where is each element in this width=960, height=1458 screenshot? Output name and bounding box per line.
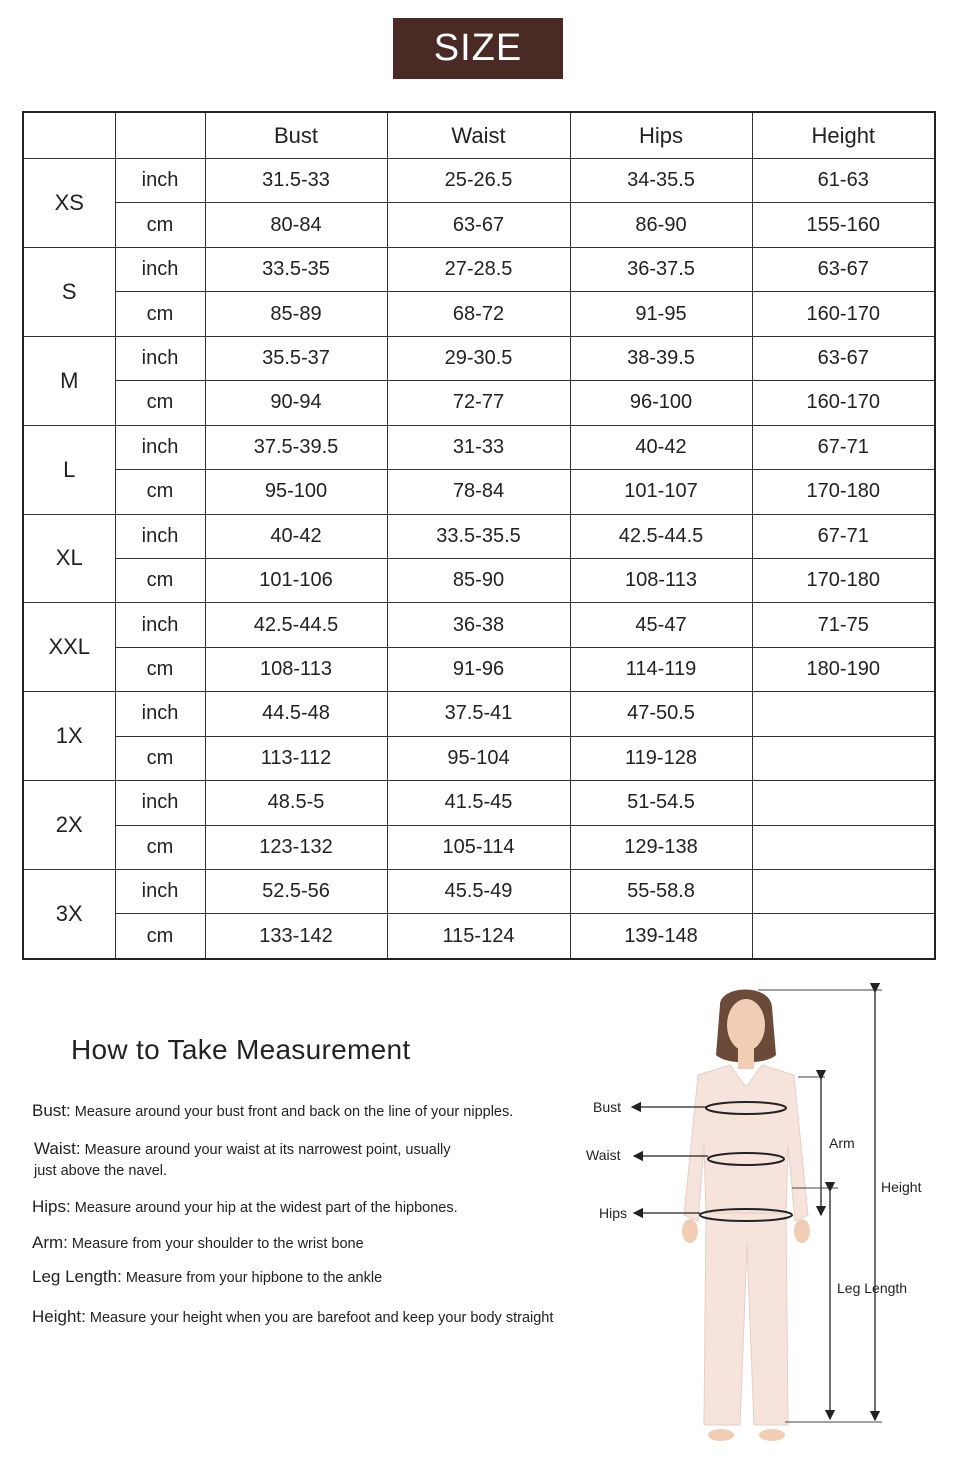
height-value-cell	[752, 736, 935, 780]
waist-text-2: just above the navel.	[34, 1163, 168, 1179]
table-row	[23, 825, 935, 869]
height-value-cell: 63-67	[752, 247, 935, 291]
waist-text: Measure around your waist at its narrowest point, usually	[84, 1142, 451, 1158]
table-row	[23, 425, 935, 469]
hips-value-cell: 129-138	[570, 825, 752, 869]
height-value-cell: 67-71	[752, 514, 935, 558]
table-row	[23, 381, 935, 425]
size-title: SIZE	[433, 27, 523, 69]
figure-label-height: Height	[881, 1179, 922, 1195]
height-text: Measure your height when you are barefoot and keep your body straight	[89, 1310, 554, 1326]
waist-value-cell: 78-84	[387, 470, 570, 514]
arm-text: Measure from your shoulder to the wrist bone	[71, 1236, 364, 1252]
table-row	[23, 781, 935, 825]
height-value-cell: 155-160	[752, 203, 935, 247]
waist-value-cell: 37.5-41	[387, 692, 570, 736]
hips-value-cell: 108-113	[570, 558, 752, 602]
hips-value-cell: 42.5-44.5	[570, 514, 752, 558]
waist-value-cell: 68-72	[387, 292, 570, 336]
bust-value-cell: 123-132	[205, 825, 387, 869]
table-row	[23, 203, 935, 247]
waist-value-cell: 85-90	[387, 558, 570, 602]
waist-instruction	[34, 1138, 451, 1182]
height-value-cell: 170-180	[752, 470, 935, 514]
figure-label-leg: Leg Length	[837, 1280, 908, 1296]
hips-value-cell: 34-35.5	[570, 159, 752, 203]
table-row	[23, 692, 935, 736]
bust-value-cell: 40-42	[205, 514, 387, 558]
unit-cell: cm	[115, 736, 205, 780]
unit-cell: cm	[115, 381, 205, 425]
unit-cell: inch	[115, 425, 205, 469]
hips-value-cell: 55-58.8	[570, 870, 752, 914]
hips-text: Measure around your hip at the widest part of the hipbones.	[74, 1200, 458, 1216]
size-table-body	[23, 159, 935, 960]
hips-value-cell: 51-54.5	[570, 781, 752, 825]
size-label-cell: 2X	[23, 781, 115, 870]
pajama-top	[684, 1065, 808, 1221]
header-unit-blank	[115, 112, 205, 159]
table-row	[23, 870, 935, 914]
table-row	[23, 914, 935, 959]
bust-instruction	[32, 1100, 513, 1123]
size-label-cell: L	[23, 425, 115, 514]
unit-cell: inch	[115, 159, 205, 203]
hips-value-cell: 139-148	[570, 914, 752, 959]
height-term: Height:	[32, 1307, 86, 1326]
header-waist: Waist	[387, 112, 570, 159]
hips-value-cell: 101-107	[570, 470, 752, 514]
hips-value-cell: 40-42	[570, 425, 752, 469]
size-chart-table	[22, 111, 936, 960]
unit-cell: cm	[115, 292, 205, 336]
height-value-cell	[752, 692, 935, 736]
leg-instruction	[32, 1266, 382, 1289]
table-row	[23, 247, 935, 291]
height-instruction	[32, 1306, 553, 1329]
bust-value-cell: 95-100	[205, 470, 387, 514]
size-label-cell: XXL	[23, 603, 115, 692]
hips-value-cell: 36-37.5	[570, 247, 752, 291]
unit-cell: cm	[115, 203, 205, 247]
height-value-cell	[752, 825, 935, 869]
unit-cell: inch	[115, 692, 205, 736]
waist-value-cell: 105-114	[387, 825, 570, 869]
height-value-cell: 170-180	[752, 558, 935, 602]
pajama-pants	[704, 1213, 788, 1425]
bust-value-cell: 52.5-56	[205, 870, 387, 914]
unit-cell: inch	[115, 514, 205, 558]
bust-value-cell: 35.5-37	[205, 336, 387, 380]
waist-term: Waist:	[34, 1139, 81, 1158]
bust-value-cell: 80-84	[205, 203, 387, 247]
leg-term: Leg Length:	[32, 1267, 122, 1286]
waist-value-cell: 63-67	[387, 203, 570, 247]
hips-value-cell: 114-119	[570, 647, 752, 691]
table-row	[23, 736, 935, 780]
left-hand	[682, 1219, 698, 1243]
size-label-cell: S	[23, 247, 115, 336]
bust-value-cell: 90-94	[205, 381, 387, 425]
right-foot	[759, 1429, 785, 1441]
bust-value-cell: 31.5-33	[205, 159, 387, 203]
hips-value-cell: 96-100	[570, 381, 752, 425]
hips-term: Hips:	[32, 1197, 71, 1216]
header-size-blank	[23, 112, 115, 159]
height-value-cell	[752, 781, 935, 825]
height-value-cell: 71-75	[752, 603, 935, 647]
height-value-cell: 160-170	[752, 292, 935, 336]
right-hand	[794, 1219, 810, 1243]
size-label-cell: 3X	[23, 870, 115, 960]
height-value-cell: 61-63	[752, 159, 935, 203]
unit-cell: inch	[115, 603, 205, 647]
bust-value-cell: 33.5-35	[205, 247, 387, 291]
table-row	[23, 647, 935, 691]
bust-value-cell: 133-142	[205, 914, 387, 959]
hips-value-cell: 45-47	[570, 603, 752, 647]
figure-label-hips: Hips	[599, 1205, 628, 1221]
hips-value-cell: 47-50.5	[570, 692, 752, 736]
waist-value-cell: 115-124	[387, 914, 570, 959]
table-header-row	[23, 112, 935, 159]
face-shape	[727, 999, 765, 1051]
figure-label-arm: Arm	[829, 1135, 855, 1151]
waist-value-cell: 31-33	[387, 425, 570, 469]
waist-value-cell: 36-38	[387, 603, 570, 647]
arm-term: Arm:	[32, 1233, 68, 1252]
bust-value-cell: 42.5-44.5	[205, 603, 387, 647]
waist-value-cell: 91-96	[387, 647, 570, 691]
size-label-cell: 1X	[23, 692, 115, 781]
bust-value-cell: 101-106	[205, 558, 387, 602]
table-row	[23, 558, 935, 602]
size-banner	[393, 18, 563, 79]
table-row	[23, 336, 935, 380]
bust-value-cell: 37.5-39.5	[205, 425, 387, 469]
table-row	[23, 603, 935, 647]
bust-value-cell: 85-89	[205, 292, 387, 336]
waist-value-cell: 95-104	[387, 736, 570, 780]
hips-value-cell: 38-39.5	[570, 336, 752, 380]
unit-cell: cm	[115, 558, 205, 602]
bust-value-cell: 44.5-48	[205, 692, 387, 736]
unit-cell: cm	[115, 647, 205, 691]
unit-cell: cm	[115, 914, 205, 959]
measurement-title: How to Take Measurement	[71, 1034, 411, 1065]
hips-value-cell: 86-90	[570, 203, 752, 247]
unit-cell: inch	[115, 247, 205, 291]
unit-cell: cm	[115, 470, 205, 514]
height-value-cell	[752, 914, 935, 959]
waist-value-cell: 45.5-49	[387, 870, 570, 914]
neck-shape	[738, 1047, 754, 1069]
unit-cell: cm	[115, 825, 205, 869]
unit-cell: inch	[115, 781, 205, 825]
waist-value-cell: 27-28.5	[387, 247, 570, 291]
table-row	[23, 470, 935, 514]
waist-value-cell: 41.5-45	[387, 781, 570, 825]
size-label-cell: XS	[23, 159, 115, 248]
header-hips: Hips	[570, 112, 752, 159]
figure-label-bust: Bust	[593, 1099, 622, 1115]
size-label-cell: XL	[23, 514, 115, 603]
waist-value-cell: 29-30.5	[387, 336, 570, 380]
hips-value-cell: 91-95	[570, 292, 752, 336]
height-value-cell: 180-190	[752, 647, 935, 691]
header-height: Height	[752, 112, 935, 159]
table-row	[23, 292, 935, 336]
header-bust: Bust	[205, 112, 387, 159]
table-row	[23, 159, 935, 203]
unit-cell: inch	[115, 336, 205, 380]
height-value-cell: 67-71	[752, 425, 935, 469]
size-label-cell: M	[23, 336, 115, 425]
bust-value-cell: 48.5-5	[205, 781, 387, 825]
left-foot	[708, 1429, 734, 1441]
bust-value-cell: 108-113	[205, 647, 387, 691]
height-value-cell	[752, 870, 935, 914]
model-illustration	[580, 975, 940, 1453]
unit-cell: inch	[115, 870, 205, 914]
hips-value-cell: 119-128	[570, 736, 752, 780]
bust-term: Bust:	[32, 1101, 71, 1120]
height-value-cell: 63-67	[752, 336, 935, 380]
bust-text: Measure around your bust front and back on the line of your nipples.	[74, 1104, 514, 1120]
height-value-cell: 160-170	[752, 381, 935, 425]
arm-instruction	[32, 1232, 364, 1255]
table-row	[23, 514, 935, 558]
figure-label-waist: Waist	[586, 1147, 621, 1163]
measurement-figure	[580, 975, 940, 1453]
leg-text: Measure from your hipbone to the ankle	[125, 1270, 383, 1286]
bust-value-cell: 113-112	[205, 736, 387, 780]
waist-value-cell: 25-26.5	[387, 159, 570, 203]
waist-value-cell: 33.5-35.5	[387, 514, 570, 558]
waist-value-cell: 72-77	[387, 381, 570, 425]
hips-instruction	[32, 1196, 458, 1219]
